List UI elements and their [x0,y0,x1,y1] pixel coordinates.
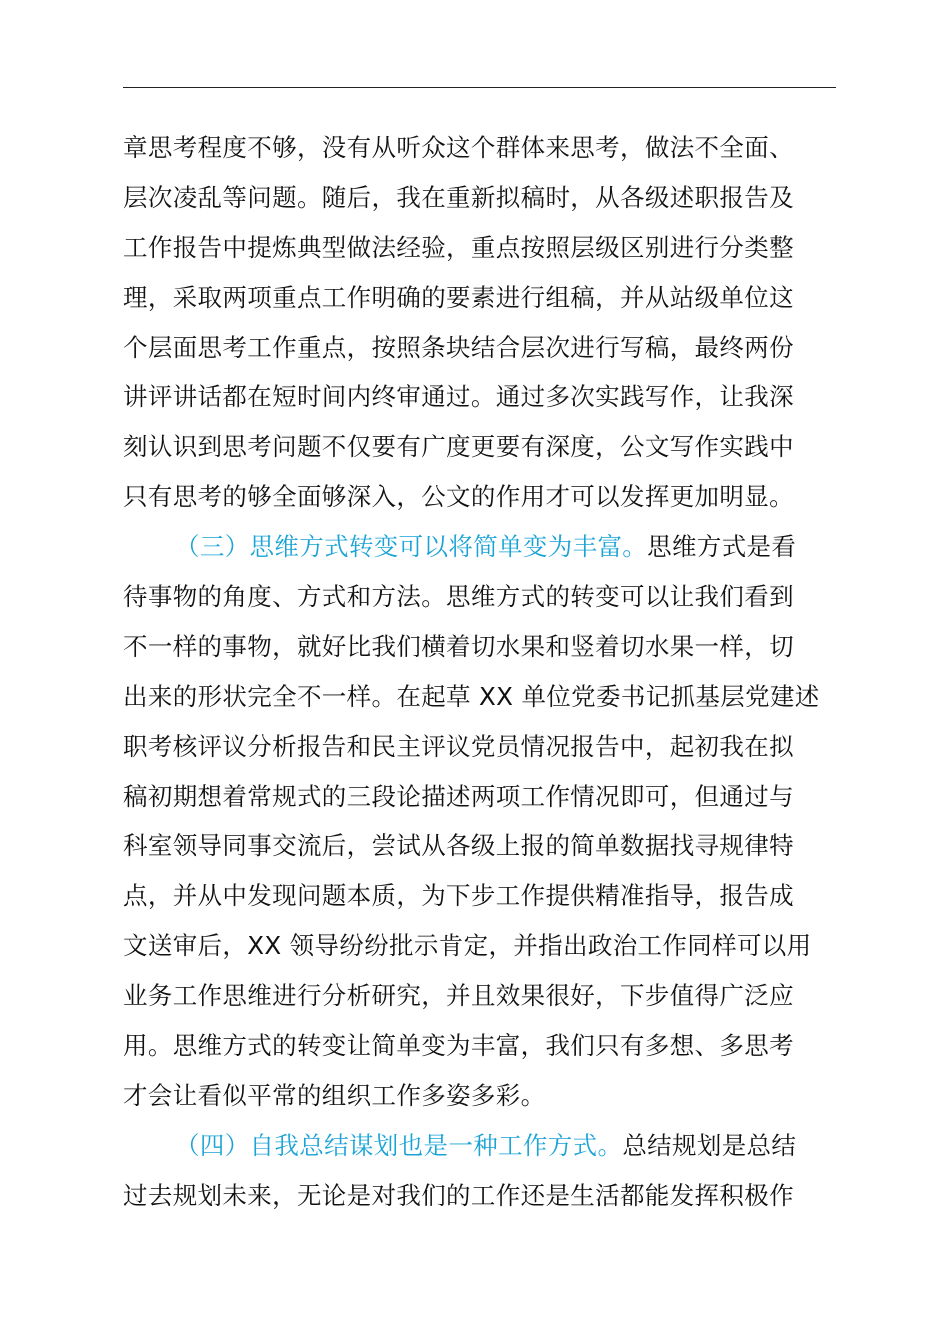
text-line: 职考核评议分析报告和民主评议党员情况报告中，起初我在拟 [123,731,794,761]
text-line: 只有思考的够全面够深入，公文的作用才可以发挥更加明显。 [123,482,794,512]
section-heading-continuation: 总结规划是总结 [622,1130,797,1160]
section-heading-line-4 [123,1121,843,1171]
text-line: 才会让看似平常的组织工作多姿多彩。 [123,1080,546,1110]
section-heading-line-3 [123,522,843,572]
text-line: 文送审后，XX 领导纷纷批示肯定，并指出政治工作同样可以用 [123,931,812,961]
section-heading-continuation: 思维方式是看 [647,532,797,562]
body-text [123,123,843,1221]
section-heading-4: （四）自我总结谋划也是一种工作方式。 [175,1130,623,1160]
text-line: 理，采取两项重点工作明确的要素进行组稿，并从站级单位这 [123,282,794,312]
text-line: 过去规划未来，无论是对我们的工作还是生活都能发挥积极作 [123,1180,794,1210]
text-line: 工作报告中提炼典型做法经验，重点按照层级区别进行分类整 [123,232,794,262]
text-line: 层次凌乱等问题。随后，我在重新拟稿时，从各级述职报告及 [123,182,794,212]
text-line: 稿初期想着常规式的三段论描述两项工作情况即可，但通过与 [123,781,794,811]
text-line: 出来的形状完全不一样。在起草 XX 单位党委书记抓基层党建述 [123,681,820,711]
text-line: 不一样的事物，就好比我们横着切水果和竖着切水果一样，切 [123,631,794,661]
text-line: 用。思维方式的转变让简单变为丰富，我们只有多想、多思考 [123,1031,794,1061]
text-line: 科室领导同事交流后，尝试从各级上报的简单数据找寻规律特 [123,831,794,861]
text-line: 待事物的角度、方式和方法。思维方式的转变可以让我们看到 [123,582,794,612]
section-heading-3: （三）思维方式转变可以将简单变为丰富。 [175,532,648,562]
text-line: 讲评讲话都在短时间内终审通过。通过多次实践写作，让我深 [123,382,794,412]
text-line: 章思考程度不够，没有从听众这个群体来思考，做法不全面、 [123,133,794,162]
text-line: 刻认识到思考问题不仅要有广度更要有深度，公文写作实践中 [123,432,794,462]
text-line: 业务工作思维进行分析研究，并且效果很好，下步值得广泛应 [123,981,794,1011]
text-line: 个层面思考工作重点，按照条块结合层次进行写稿，最终两份 [123,332,794,362]
header-rule [123,87,836,88]
text-line: 点，并从中发现问题本质，为下步工作提供精准指导，报告成 [123,881,794,911]
